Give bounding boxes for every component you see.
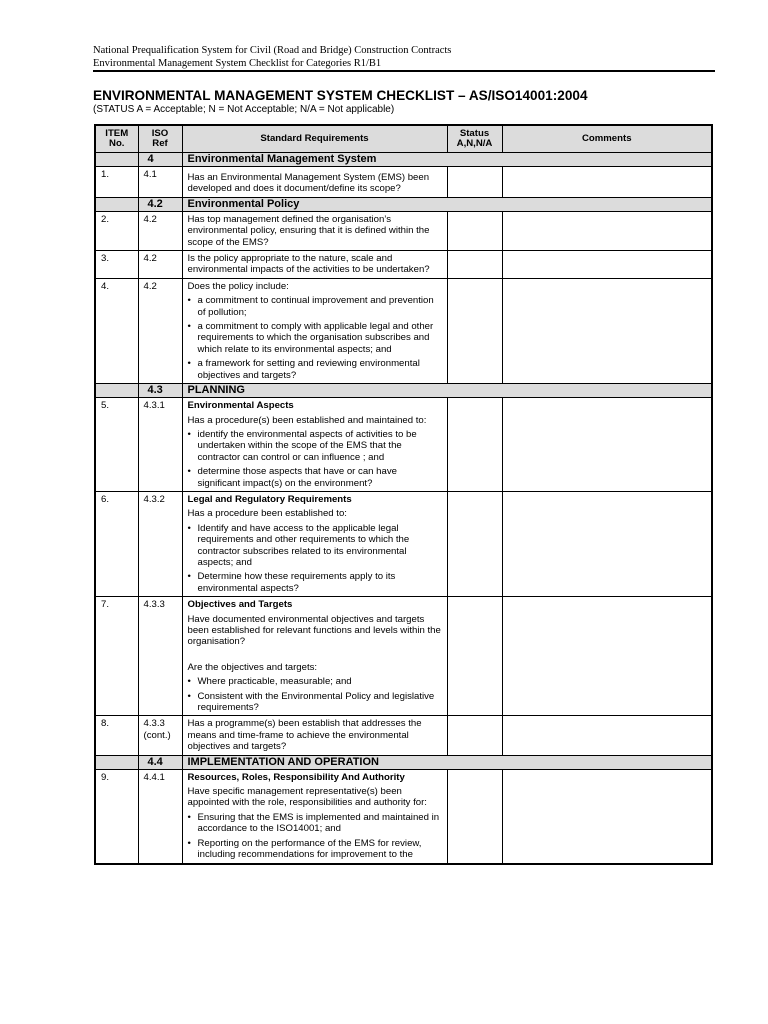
table-row bbox=[95, 211, 712, 250]
comments-cell[interactable] bbox=[502, 251, 712, 279]
list-item: • Where practicable, measurable; and bbox=[188, 676, 442, 687]
requirement-cell bbox=[182, 278, 447, 383]
comments-cell[interactable] bbox=[502, 278, 712, 383]
requirement-bullets bbox=[188, 429, 442, 489]
item-number: 8. bbox=[95, 716, 138, 755]
iso-ref: 4.3.1 bbox=[138, 398, 182, 492]
item-number: 9. bbox=[95, 769, 138, 863]
section-title: Environmental Policy bbox=[182, 197, 712, 211]
status-cell[interactable] bbox=[447, 167, 502, 198]
status-cell[interactable] bbox=[447, 597, 502, 716]
iso-ref: 4.2 bbox=[138, 251, 182, 279]
list-item: • Determine how these requirements apply to its environmental aspects? bbox=[188, 571, 442, 594]
section-row bbox=[95, 197, 712, 211]
requirement-text: Is the policy appropriate to the nature, scale and environmental impacts of the activities to be undertaken? bbox=[187, 253, 430, 276]
item-number: 4. bbox=[95, 278, 138, 383]
requirement-bullets bbox=[188, 523, 442, 594]
requirement-cell bbox=[182, 716, 447, 755]
section-item-cell bbox=[95, 197, 138, 211]
table-row bbox=[95, 769, 712, 863]
item-header-line-2: No. bbox=[109, 138, 125, 149]
status-legend: (STATUS A = Acceptable; N = Not Acceptable; N/A = Not applicable) bbox=[93, 104, 395, 115]
item-number: 2. bbox=[95, 211, 138, 250]
requirement-cell bbox=[182, 167, 447, 198]
section-row bbox=[95, 755, 712, 769]
list-item: • a framework for setting and reviewing environmental objectives and targets? bbox=[188, 358, 442, 381]
table-row bbox=[95, 278, 712, 383]
list-item: • Consistent with the Environmental Policy and legislative requirements? bbox=[188, 691, 442, 714]
item-number: 5. bbox=[95, 398, 138, 492]
requirement-cell bbox=[182, 769, 447, 863]
list-item: • identify the environmental aspects of activities to be undertaken within the scope of the EMS that the contractor can control or can influence ; and bbox=[188, 429, 442, 463]
header-rule bbox=[93, 70, 715, 72]
iso-ref: 4.3.3 (cont.) bbox=[138, 716, 182, 755]
column-header-iso-ref bbox=[138, 125, 182, 153]
comments-cell[interactable] bbox=[502, 398, 712, 492]
status-cell[interactable] bbox=[447, 211, 502, 250]
header-line-2: Environmental Management System Checklist for Categories R1/B1 bbox=[93, 57, 382, 69]
requirement-cell bbox=[182, 597, 447, 716]
comments-cell[interactable] bbox=[502, 769, 712, 863]
requirement-bullets bbox=[188, 812, 442, 861]
list-item: • Reporting on the performance of the EMS for review, including recommendations for improvement to the bbox=[188, 838, 442, 861]
comments-cell[interactable] bbox=[502, 716, 712, 755]
requirement-cell bbox=[182, 211, 447, 250]
table-row bbox=[95, 716, 712, 755]
status-cell[interactable] bbox=[447, 716, 502, 755]
table-row bbox=[95, 597, 712, 716]
status-cell[interactable] bbox=[447, 251, 502, 279]
requirement-text: Have documented environmental objectives and targets been established for relevant functions and levels within the organisation? bbox=[187, 613, 441, 648]
requirement-bullets bbox=[188, 676, 442, 713]
requirement-text: Are the objectives and targets: bbox=[187, 661, 318, 673]
checklist-body bbox=[95, 153, 712, 864]
comments-cell[interactable] bbox=[502, 167, 712, 198]
section-title: PLANNING bbox=[182, 384, 712, 398]
section-title: Environmental Management System bbox=[182, 153, 712, 167]
list-item: • determine those aspects that have or can have significant impact(s) on the environment? bbox=[188, 466, 442, 489]
iso-ref: 4.1 bbox=[138, 167, 182, 198]
section-row bbox=[95, 153, 712, 167]
item-number: 3. bbox=[95, 251, 138, 279]
running-header bbox=[93, 45, 713, 70]
section-item-cell bbox=[95, 384, 138, 398]
item-number: 6. bbox=[95, 491, 138, 596]
requirement-heading: Objectives and Targets bbox=[187, 599, 293, 611]
requirement-text: Has a programme(s) been establish that addresses the means and time-frame to achieve the environmental objectives and targets? bbox=[187, 718, 422, 753]
iso-ref: 4.4.1 bbox=[138, 769, 182, 863]
table-row bbox=[95, 398, 712, 492]
section-title: IMPLEMENTATION AND OPERATION bbox=[182, 755, 712, 769]
section-ref: 4 bbox=[138, 153, 182, 167]
requirement-heading: Legal and Regulatory Requirements bbox=[187, 493, 352, 505]
requirement-text: Has a procedure(s) been established and maintained to: bbox=[187, 414, 427, 426]
table-row bbox=[95, 167, 712, 198]
table-row bbox=[95, 251, 712, 279]
item-header-line-1: ITEM bbox=[105, 127, 129, 139]
column-header-item bbox=[95, 125, 138, 153]
status-cell[interactable] bbox=[447, 769, 502, 863]
table-header-row bbox=[95, 125, 712, 153]
column-header-comments: Comments bbox=[502, 125, 712, 153]
requirement-text: Has a procedure been established to: bbox=[187, 508, 347, 520]
requirement-bullets bbox=[188, 295, 442, 381]
comments-cell[interactable] bbox=[502, 597, 712, 716]
column-header-status bbox=[447, 125, 502, 153]
iso-ref: 4.2 bbox=[138, 211, 182, 250]
iso-ref: 4.3.2 bbox=[138, 491, 182, 596]
iso-ref: 4.3.3 bbox=[138, 597, 182, 716]
requirement-text: Has an Environmental Management System (EMS) been developed and does it document/define its scope? bbox=[187, 172, 430, 195]
iso-header-line-2: Ref bbox=[152, 138, 168, 149]
iso-header-line-1: ISO bbox=[151, 127, 169, 139]
section-item-cell bbox=[95, 755, 138, 769]
item-number: 7. bbox=[95, 597, 138, 716]
section-ref: 4.3 bbox=[138, 384, 182, 398]
checklist-table bbox=[94, 124, 713, 865]
iso-ref: 4.2 bbox=[138, 278, 182, 383]
item-number: 1. bbox=[95, 167, 138, 198]
section-ref: 4.2 bbox=[138, 197, 182, 211]
list-item: • Identify and have access to the applicable legal requirements and other requirements to which the contractor subscribes related to its environmental aspects; and bbox=[188, 523, 442, 569]
section-item-cell bbox=[95, 153, 138, 167]
document-title: ENVIRONMENTAL MANAGEMENT SYSTEM CHECKLIST – AS/ISO14001:2004 bbox=[93, 88, 588, 103]
requirement-cell bbox=[182, 491, 447, 596]
status-cell[interactable] bbox=[447, 278, 502, 383]
status-header-line-2: A,N,N/A bbox=[456, 138, 493, 149]
requirement-heading: Environmental Aspects bbox=[187, 400, 294, 412]
list-item: • Ensuring that the EMS is implemented and maintained in accordance to the ISO14001; and bbox=[188, 812, 442, 835]
status-header-line-1: Status bbox=[459, 127, 490, 139]
requirement-text: Have specific management representative(s) been appointed with the role, responsibilities and authority for: bbox=[187, 786, 427, 809]
requirement-text: Has top management defined the organisation’s environmental policy, ensuring that it is defined within the scope of the EMS? bbox=[187, 213, 430, 248]
requirement-heading: Resources, Roles, Responsibility And Authority bbox=[187, 771, 405, 783]
list-item: • a commitment to continual improvement and prevention of pollution; bbox=[188, 295, 442, 318]
section-ref: 4.4 bbox=[138, 755, 182, 769]
requirement-text: Does the policy include: bbox=[187, 280, 289, 292]
section-row bbox=[95, 384, 712, 398]
requirement-cell bbox=[182, 398, 447, 492]
column-header-requirements: Standard Requirements bbox=[182, 125, 447, 153]
header-line-1: National Prequalification System for Civil (Road and Bridge) Construction Contracts bbox=[93, 45, 452, 56]
comments-cell[interactable] bbox=[502, 491, 712, 596]
status-cell[interactable] bbox=[447, 398, 502, 492]
requirement-cell bbox=[182, 251, 447, 279]
status-cell[interactable] bbox=[447, 491, 502, 596]
table-row bbox=[95, 491, 712, 596]
list-item: • a commitment to comply with applicable legal and other requirements to which the organisation subscribes and which relate to its environmental aspects; and bbox=[188, 321, 442, 355]
comments-cell[interactable] bbox=[502, 211, 712, 250]
